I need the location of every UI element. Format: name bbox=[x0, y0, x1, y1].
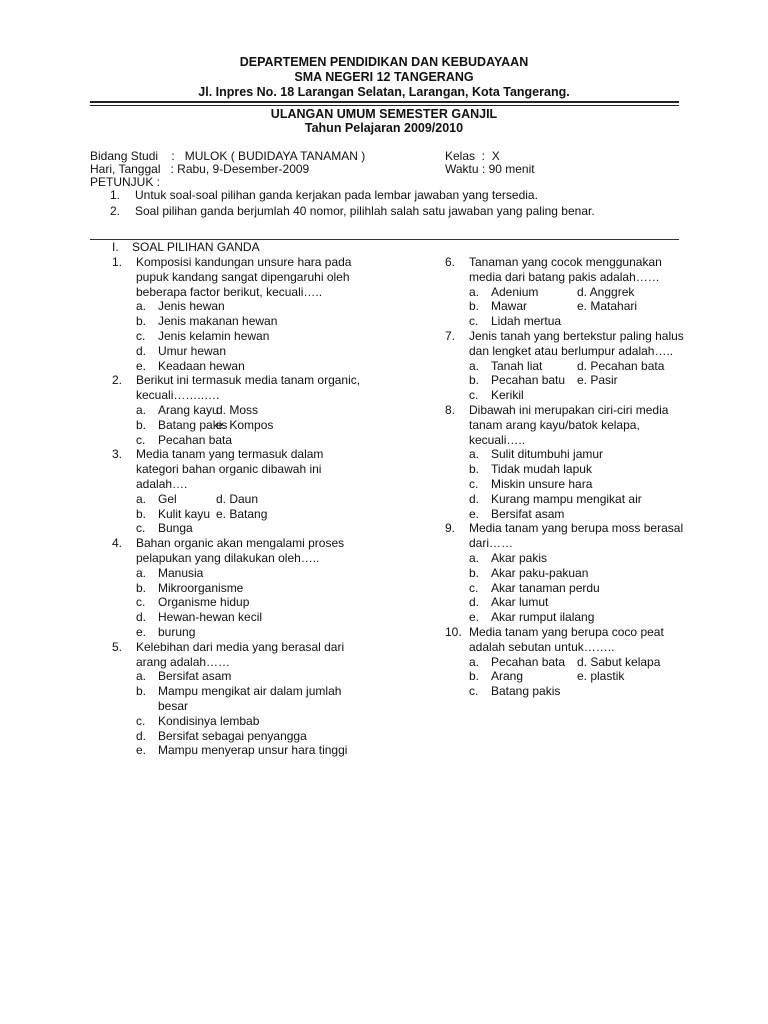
question-text bbox=[136, 640, 367, 670]
option-text-secondary: d. Moss bbox=[216, 402, 259, 417]
answer-option bbox=[469, 581, 705, 596]
option-text: Bunga bbox=[158, 521, 193, 536]
section-title: I. SOAL PILIHAN GANDA bbox=[112, 240, 260, 254]
option-text: Akar tanaman perdu bbox=[491, 580, 600, 595]
petunjuk-label: PETUNJUK : bbox=[90, 175, 161, 189]
answer-option bbox=[136, 669, 367, 684]
option-text: burung bbox=[158, 624, 196, 639]
option-letter: d. bbox=[469, 595, 480, 610]
info-row-petunjuk bbox=[90, 175, 690, 188]
answer-option bbox=[136, 521, 367, 536]
question-1 bbox=[112, 255, 367, 373]
option-text-secondary: e. Pasir bbox=[577, 373, 618, 388]
question-text bbox=[136, 255, 367, 299]
answer-option bbox=[136, 314, 367, 329]
option-text: Batang pakis bbox=[491, 684, 561, 699]
option-letter: b. bbox=[136, 506, 147, 521]
option-text: Batang pakis bbox=[158, 417, 228, 432]
option-text: Mampu mengikat air dalam jumlah bbox=[158, 684, 342, 699]
answer-option bbox=[469, 447, 705, 462]
option-text: Kondisinya lembab bbox=[158, 713, 260, 728]
option-text: Bersifat asam bbox=[491, 506, 565, 521]
option-text: Keadaan hewan bbox=[158, 358, 245, 373]
option-text: Akar lumut bbox=[491, 595, 549, 610]
option-text: Kulit kayu bbox=[158, 506, 211, 521]
option-letter: c. bbox=[136, 713, 146, 728]
question-text-line: Komposisi kandungan unsure hara pada bbox=[136, 255, 352, 269]
question-10 bbox=[445, 625, 705, 699]
option-letter: a. bbox=[469, 358, 480, 373]
option-letter: c. bbox=[469, 684, 479, 699]
option-letter: a. bbox=[469, 284, 480, 299]
instruction-text: Soal pilihan ganda berjumlah 40 nomor, pilihlah salah satu jawaban yang paling benar. bbox=[135, 204, 595, 218]
info-row-date bbox=[90, 162, 690, 175]
answer-option bbox=[469, 285, 705, 300]
question-number: 4. bbox=[112, 536, 123, 551]
option-letter: d. bbox=[136, 343, 147, 358]
questions-column-left bbox=[112, 255, 367, 758]
answer-option bbox=[136, 359, 367, 374]
school-header bbox=[0, 55, 768, 100]
info-row-subject bbox=[90, 149, 690, 162]
option-text-secondary: e. Kompos bbox=[216, 417, 274, 432]
option-text: Pecahan batu bbox=[491, 373, 566, 388]
option-text: Gel bbox=[158, 491, 177, 506]
question-text bbox=[136, 373, 367, 403]
option-text: Kurang mampu mengikat air bbox=[491, 491, 642, 506]
question-text-line: Media tanam yang berupa coco peat bbox=[469, 624, 664, 639]
option-text: Lidah mertua bbox=[491, 314, 562, 329]
question-text-line: Kelebihan dari media yang berasal dari bbox=[136, 639, 345, 654]
option-letter: c. bbox=[136, 521, 146, 536]
answer-option bbox=[469, 388, 705, 403]
question-number: 8. bbox=[445, 402, 456, 417]
option-letter: b. bbox=[469, 565, 480, 580]
answer-option bbox=[136, 729, 367, 744]
subject-label: Bidang Studi : MULOK ( BUDIDAYA TANAMAN ) bbox=[90, 149, 366, 163]
option-letter: d. bbox=[136, 610, 147, 625]
answer-option bbox=[136, 566, 367, 581]
option-text: Tidak mudah lapuk bbox=[491, 462, 592, 477]
option-letter: a. bbox=[136, 491, 147, 506]
instruction-text: Untuk soal-soal pilihan ganda kerjakan pada lembar jawaban yang tersedia. bbox=[135, 188, 538, 202]
question-number: 10. bbox=[445, 624, 462, 639]
question-5 bbox=[112, 640, 367, 758]
question-3 bbox=[112, 447, 367, 536]
answer-option bbox=[136, 344, 367, 359]
answer-option bbox=[136, 625, 367, 640]
option-letter: b. bbox=[136, 580, 147, 595]
school-name: SMA NEGERI 12 TANGERANG bbox=[294, 70, 474, 84]
question-text-line: Bahan organic akan mengalami proses bbox=[136, 536, 345, 551]
option-text: Miskin unsure hara bbox=[491, 476, 593, 491]
option-text-secondary: d. Daun bbox=[216, 491, 259, 506]
option-letter: c. bbox=[136, 432, 146, 447]
answer-option bbox=[469, 462, 705, 477]
question-text-line: kecuali……..…. bbox=[136, 388, 220, 403]
option-text: Umur hewan bbox=[158, 343, 227, 358]
option-letter: b. bbox=[469, 373, 480, 388]
option-text: Arang kayu bbox=[158, 402, 219, 417]
exam-title: ULANGAN UMUM SEMESTER GANJIL bbox=[270, 107, 498, 121]
question-text-line: dan lengket atau berlumpur adalah….. bbox=[469, 343, 674, 358]
school-address: Jl. Inpres No. 18 Larangan Selatan, Larangan, Kota Tangerang. bbox=[198, 85, 570, 99]
option-letter: c. bbox=[469, 388, 479, 403]
answer-option bbox=[469, 610, 705, 625]
header-rule-thin bbox=[90, 105, 679, 106]
question-number: 5. bbox=[112, 639, 123, 654]
option-text-secondary: e. plastik bbox=[577, 669, 625, 684]
option-text: Hewan-hewan kecil bbox=[158, 610, 263, 625]
option-letter: d. bbox=[136, 728, 147, 743]
option-text-secondary: d. Pecahan bata bbox=[577, 358, 665, 373]
option-letter: a. bbox=[469, 550, 480, 565]
answer-option bbox=[469, 314, 705, 329]
answer-option bbox=[469, 595, 705, 610]
option-letter: a. bbox=[136, 402, 147, 417]
answer-option bbox=[136, 743, 367, 758]
option-text: Pecahan bata bbox=[491, 654, 566, 669]
answer-option bbox=[136, 403, 367, 418]
option-text: Sulit ditumbuhi jamur bbox=[491, 447, 604, 462]
option-letter: c. bbox=[136, 595, 146, 610]
option-text: Organisme hidup bbox=[158, 595, 250, 610]
question-text-line: Media tanam yang termasuk dalam bbox=[136, 447, 324, 462]
answer-option bbox=[469, 373, 705, 388]
answer-option bbox=[469, 566, 705, 581]
question-number: 9. bbox=[445, 521, 456, 536]
exam-info bbox=[90, 149, 690, 220]
option-text-secondary: e. Batang bbox=[216, 506, 268, 521]
option-letter: a. bbox=[469, 447, 480, 462]
option-letter: c. bbox=[469, 314, 479, 329]
option-text: Bersifat asam bbox=[158, 669, 232, 684]
option-text: Mawar bbox=[491, 299, 528, 314]
question-text bbox=[469, 329, 705, 359]
answer-option bbox=[136, 299, 367, 314]
option-letter: b. bbox=[136, 417, 147, 432]
question-text bbox=[469, 521, 705, 551]
option-letter: c. bbox=[469, 476, 479, 491]
option-letter: c. bbox=[469, 580, 479, 595]
option-letter: a. bbox=[469, 654, 480, 669]
question-4 bbox=[112, 536, 367, 640]
option-text: Kerikil bbox=[491, 388, 524, 403]
option-letter: d. bbox=[469, 491, 480, 506]
answer-option bbox=[136, 329, 367, 344]
option-text: Akar pakis bbox=[491, 550, 548, 565]
question-2 bbox=[112, 373, 367, 447]
answer-option bbox=[469, 507, 705, 522]
question-text-line: dari…… bbox=[469, 536, 514, 551]
exam-title-block bbox=[0, 107, 768, 135]
answer-option bbox=[136, 492, 367, 507]
option-text: Jenis kelamin hewan bbox=[158, 328, 270, 343]
option-text: Akar rumput ilalang bbox=[491, 610, 595, 625]
class-label: Kelas : X bbox=[445, 149, 500, 163]
option-text-secondary: e. Matahari bbox=[577, 299, 638, 314]
time-label: Waktu : 90 menit bbox=[445, 162, 535, 176]
option-text-secondary: d. Sabut kelapa bbox=[577, 654, 661, 669]
option-text: Manusia bbox=[158, 565, 204, 580]
option-letter: b. bbox=[469, 669, 480, 684]
answer-option bbox=[469, 684, 705, 699]
instruction-number: 1. bbox=[110, 188, 121, 202]
option-letter: e. bbox=[136, 624, 147, 639]
question-text bbox=[136, 536, 367, 566]
option-letter: e. bbox=[469, 506, 480, 521]
answer-option bbox=[469, 655, 705, 670]
question-text-line: adalah sebutan untuk…….. bbox=[469, 639, 615, 654]
option-letter: e. bbox=[469, 610, 480, 625]
date-label: Hari, Tanggal : Rabu, 9-Desember-2009 bbox=[90, 162, 310, 176]
option-text: Bersifat sebagai penyangga bbox=[158, 728, 307, 743]
answer-option bbox=[136, 418, 367, 433]
question-8 bbox=[445, 403, 705, 521]
option-text: Arang bbox=[491, 669, 524, 684]
instruction-item bbox=[90, 204, 690, 220]
answer-option bbox=[136, 714, 367, 729]
option-text: Mampu menyerap unsur hara tinggi bbox=[158, 743, 348, 758]
option-letter: a. bbox=[136, 669, 147, 684]
question-text bbox=[469, 255, 705, 285]
question-number: 2. bbox=[112, 373, 123, 388]
answer-option bbox=[136, 433, 367, 448]
question-text-line: Tanaman yang cocok menggunakan bbox=[469, 255, 662, 269]
option-letter: a. bbox=[136, 565, 147, 580]
question-number: 7. bbox=[445, 328, 456, 343]
header-rule-thick bbox=[90, 101, 679, 103]
answer-option bbox=[469, 492, 705, 507]
question-9 bbox=[445, 521, 705, 625]
option-letter: b. bbox=[136, 684, 147, 699]
option-text: Adenium bbox=[491, 284, 539, 299]
answer-option bbox=[469, 669, 705, 684]
option-text: Jenis hewan bbox=[158, 299, 225, 314]
question-number: 1. bbox=[112, 255, 123, 269]
question-text-line: kategori bahan organic dibawah ini bbox=[136, 462, 322, 477]
instruction-number: 2. bbox=[110, 204, 121, 218]
option-letter: b. bbox=[469, 462, 480, 477]
option-text-continued: besar bbox=[158, 698, 189, 713]
question-text-line: tanam arang kayu/batok kelapa, bbox=[469, 417, 640, 432]
question-text-line: pupuk kandang sangat dipengaruhi oleh bbox=[136, 269, 350, 284]
option-text: Mikroorganisme bbox=[158, 580, 244, 595]
option-text: Jenis makanan hewan bbox=[158, 314, 278, 329]
question-text-line: adalah…. bbox=[136, 476, 188, 491]
answer-option bbox=[136, 595, 367, 610]
option-letter: e. bbox=[136, 743, 147, 758]
option-letter: c. bbox=[136, 328, 146, 343]
question-text-line: Berikut ini termasuk media tanam organic, bbox=[136, 373, 361, 388]
question-6 bbox=[445, 255, 705, 329]
question-text-line: Media tanam yang berupa moss berasal bbox=[469, 521, 684, 536]
question-text-line: beberapa factor berikut, kecuali….. bbox=[136, 284, 323, 299]
answer-option bbox=[136, 507, 367, 522]
answer-option bbox=[469, 299, 705, 314]
option-text: Tanah liat bbox=[491, 358, 543, 373]
questions-column-right bbox=[445, 255, 705, 699]
exam-year: Tahun Pelajaran 2009/2010 bbox=[304, 121, 464, 135]
question-7 bbox=[445, 329, 705, 403]
option-letter: b. bbox=[136, 314, 147, 329]
answer-option-continued bbox=[136, 699, 367, 714]
option-text-secondary: d. Anggrek bbox=[577, 284, 635, 299]
question-text-line: Dibawah ini merupakan ciri-ciri media bbox=[469, 402, 669, 417]
option-text: Pecahan bata bbox=[158, 432, 233, 447]
question-number: 6. bbox=[445, 255, 456, 269]
option-letter: e. bbox=[136, 358, 147, 373]
question-text-line: kecuali….. bbox=[469, 432, 526, 447]
option-letter: b. bbox=[469, 299, 480, 314]
answer-option bbox=[136, 581, 367, 596]
option-text: Akar paku-pakuan bbox=[491, 565, 589, 580]
question-text-line: Jenis tanah yang bertekstur paling halus bbox=[469, 328, 684, 343]
answer-option bbox=[136, 684, 367, 699]
question-text-line: media dari batang pakis adalah…… bbox=[469, 269, 660, 284]
ministry-name: DEPARTEMEN PENDIDIKAN DAN KEBUDAYAAN bbox=[239, 55, 529, 69]
instruction-item bbox=[90, 188, 690, 204]
question-text-line: arang adalah…… bbox=[136, 654, 231, 669]
answer-option bbox=[469, 359, 705, 374]
question-text bbox=[469, 625, 705, 655]
answer-option bbox=[469, 477, 705, 492]
question-number: 3. bbox=[112, 447, 123, 462]
answer-option bbox=[469, 551, 705, 566]
question-text bbox=[136, 447, 367, 491]
option-letter: a. bbox=[136, 299, 147, 314]
question-text bbox=[469, 403, 705, 447]
question-text-line: pelapukan yang dilakukan oleh….. bbox=[136, 550, 320, 565]
answer-option bbox=[136, 610, 367, 625]
